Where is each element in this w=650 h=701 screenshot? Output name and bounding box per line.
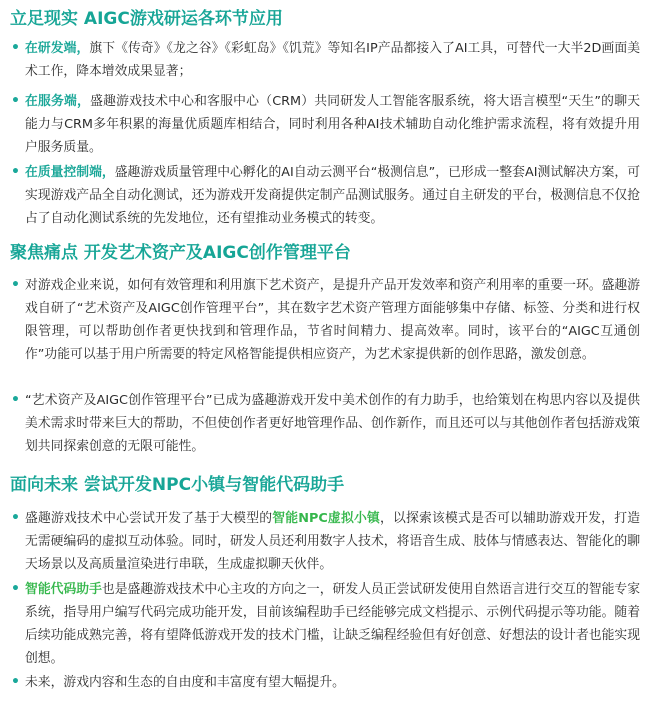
bullet-text: 旗下《传奇》《龙之谷》《彩虹岛》《饥荒》等知名IP产品都接入了AI工具，可替代一大半2D画面美术工作，降本增效成果显著； bbox=[25, 41, 640, 79]
bullet-text: 盛趣游戏技术中心和客服中心（CRM）共同研发人工智能客服系统，将大语言模型“天生”的聊天能力与CRM多年积累的海量优质题库相结合，同时利用各种AI技术辅助自动化维护需求流程，将有效提升用户服务质量。 bbox=[25, 94, 640, 155]
bullet-quality-control-side bbox=[10, 161, 640, 230]
bullet-rd-side bbox=[10, 37, 640, 83]
bullet-text-post: 也是盛趣游戏技术中心主攻的方向之一，研发人员正尝试研发使用自然语言进行交互的智能专家系统，指导用户编写代码完成功能开发，目前该编程助手已经能够完成文档提示、示例代码提示等功能。随着后续功能成熟完善，将有望降低游戏开发的技术门槛，让缺乏编程经验但有好创意、好想法的设计者也能实现创想。 bbox=[25, 582, 641, 666]
bullet-dot-icon: • bbox=[11, 164, 20, 180]
bullet-service-side bbox=[10, 90, 640, 159]
bullet-label: 在研发端， bbox=[25, 41, 90, 56]
bullet-art-asset-management bbox=[10, 274, 640, 366]
section-title-npc-town-code-assistant: 面向未来 尝试开发NPC小镇与智能代码助手 bbox=[10, 475, 345, 495]
section-title-aigc-applications: 立足现实 AIGC游戏研运各环节应用 bbox=[10, 9, 283, 29]
bullet-label: 在质量控制端， bbox=[25, 165, 115, 180]
bullet-text: 对游戏企业来说，如何有效管理和利用旗下艺术资产，是提升产品开发效率和资产利用率的重要一环。盛趣游戏自研了“艺术资产及AIGC创作管理平台”，其在数字艺术资产管理方面能够集中存储、标签、分类和进行权限管理，可以帮助创作者更快找到和管理作品，节省时间精力、提高效率。同时，该平台的“AIGC互通创作”功能可以基于用户所需要的特定风格智能提供相应资产，为艺术家提供新的创作思路，激发创意。 bbox=[25, 278, 640, 362]
bullet-dot-icon: • bbox=[11, 674, 20, 690]
bullet-text: 未来，游戏内容和生态的自由度和丰富度有望大幅提升。 bbox=[25, 675, 345, 690]
bullet-npc-virtual-town bbox=[10, 507, 640, 576]
bullet-code-assistant bbox=[10, 578, 640, 670]
bullet-creative-assistant bbox=[10, 389, 640, 458]
bullet-text: 盛趣游戏质量管理中心孵化的AI自动云测平台“极测信息”，已形成一整套AI测试解决方案，可实现游戏产品全自动化测试，还为游戏开发商提供定制产品测试服务。通过自主研发的平台，极测信息不仅抢占了自动化测试系统的先发地位，还有望推动业务模式的转变。 bbox=[25, 165, 640, 226]
bullet-dot-icon: • bbox=[11, 40, 20, 56]
bullet-text: “艺术资产及AIGC创作管理平台”已成为盛趣游戏开发中美术创作的有力助手，也给策划在构思内容以及提供美术需求时带来巨大的帮助，不但使创作者更好地管理作品、创作新作，而且还可以与其他创作者包括游戏策划共同探索创意的无限可能性。 bbox=[25, 393, 640, 454]
bullet-future-outlook bbox=[10, 671, 640, 694]
bullet-highlight: 智能NPC虚拟小镇 bbox=[272, 511, 380, 526]
bullet-highlight: 智能代码助手 bbox=[25, 582, 102, 597]
section-title-art-asset-platform: 聚焦痛点 开发艺术资产及AIGC创作管理平台 bbox=[10, 243, 351, 263]
bullet-dot-icon: • bbox=[11, 581, 20, 597]
bullet-text-pre: 盛趣游戏技术中心尝试开发了基于大模型的 bbox=[25, 511, 273, 526]
bullet-label: 在服务端， bbox=[25, 94, 91, 109]
bullet-text-post: ，以探索该模式是否可以辅助游戏开发，打造无需硬编码的虚拟互动体验。同时，研发人员还利用数字人技术，将语音生成、肢体与情感表达、智能化的聊天场景以及高质量渲染进行串联，生成虚拟聊天伙伴。 bbox=[25, 511, 640, 572]
bullet-dot-icon: • bbox=[11, 93, 20, 109]
bullet-dot-icon: • bbox=[11, 277, 20, 293]
bullet-dot-icon: • bbox=[11, 392, 20, 408]
bullet-dot-icon: • bbox=[11, 510, 20, 526]
